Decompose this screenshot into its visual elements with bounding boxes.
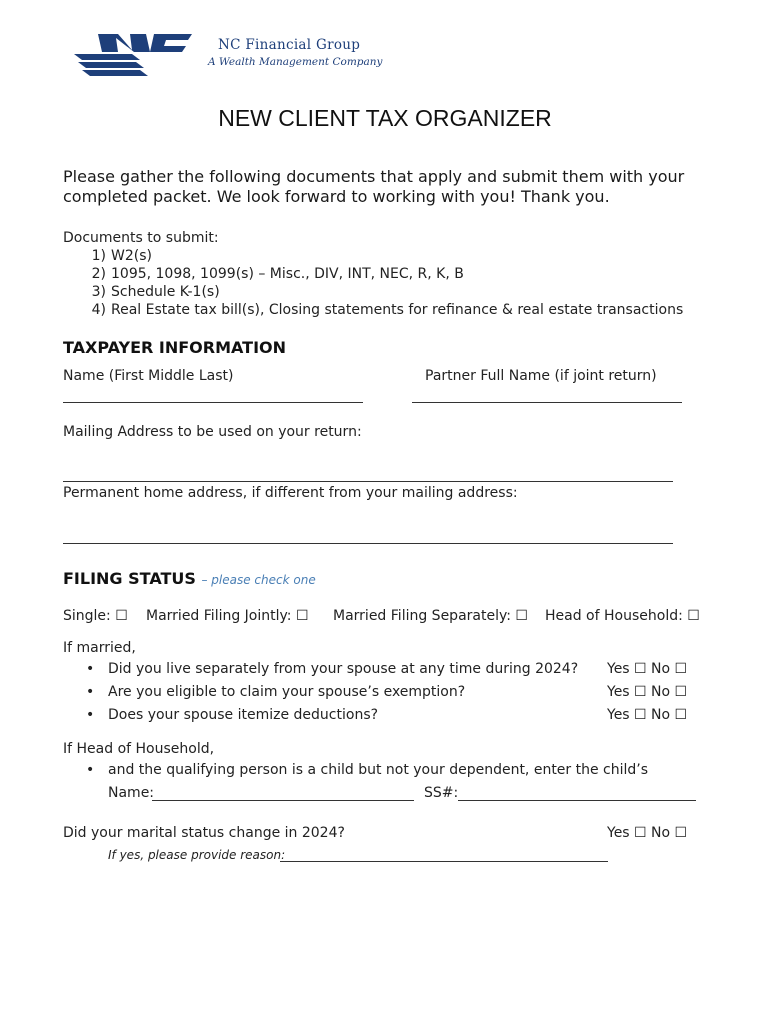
married-jointly-checkbox[interactable]: Married Filing Jointly: ☐ [146,608,309,624]
married-question-text: Does your spouse itemize deductions? [108,707,379,723]
filing-status-heading [63,569,316,588]
marital-change-question: Did your marital status change in 2024? [63,825,345,841]
permanent-address-field[interactable] [63,543,673,544]
company-tagline: A Wealth Management Company [208,56,383,68]
child-ss-field[interactable] [458,800,696,801]
bullet-icon: • [86,762,95,778]
documents-heading: Documents to submit: [63,230,219,246]
partner-name-field[interactable] [412,402,682,403]
document-item [86,266,464,282]
single-checkbox[interactable]: Single: ☐ [63,608,128,624]
document-item-text: W2(s) [111,248,152,264]
bullet-icon: • [86,707,95,723]
taxpayer-heading: TAXPAYER INFORMATION [63,338,287,357]
reason-field[interactable] [280,861,608,862]
hoh-question-text: and the qualifying person is a child but not your dependent, enter the child’s [108,762,649,778]
mailing-address-field[interactable] [63,481,673,482]
if-married-label: If married, [63,640,136,656]
intro-line-2: completed packet. We look forward to working with you! Thank you. [63,187,610,206]
intro-text [63,167,684,207]
married-question-text: Did you live separately from your spouse at any time during 2024? [108,661,579,677]
company-logo [74,32,196,80]
name-field[interactable] [63,402,363,403]
document-item-number: 3) [91,284,106,300]
head-of-household-checkbox[interactable]: Head of Household: ☐ [545,608,700,624]
partner-name-label: Partner Full Name (if joint return) [425,368,657,384]
name-label: Name (First Middle Last) [63,368,234,384]
married-question [86,661,578,677]
married-question-text: Are you eligible to claim your spouse’s exemption? [108,684,466,700]
document-item-text: 1095, 1098, 1099(s) – Misc., DIV, INT, NEC, R, K, B [111,266,464,282]
document-item-number: 1) [91,248,106,264]
child-name-field[interactable] [152,800,414,801]
intro-line-1: Please gather the following documents that apply and submit them with your [63,167,685,186]
bullet-icon: • [86,661,95,677]
if-hoh-label: If Head of Household, [63,741,215,757]
document-item-text: Real Estate tax bill(s), Closing statements for refinance & real estate transactions [111,302,684,318]
child-name-label: Name: [108,785,155,801]
married-separately-checkbox[interactable]: Married Filing Separately: ☐ [333,608,528,624]
document-item [86,284,220,300]
married-question [86,707,378,723]
document-item [86,302,683,318]
married-question [86,684,465,700]
page-title: NEW CLIENT TAX ORGANIZER [218,105,552,131]
document-item-number: 2) [91,266,106,282]
yes-no-checkbox[interactable]: Yes ☐ No ☐ [607,661,688,677]
yes-no-checkbox[interactable]: Yes ☐ No ☐ [607,707,688,723]
document-item-number: 4) [91,302,106,318]
filing-status-title: FILING STATUS [63,569,196,588]
child-ss-label: SS#: [424,785,459,801]
yes-no-checkbox[interactable]: Yes ☐ No ☐ [607,684,688,700]
permanent-address-label: Permanent home address, if different from your mailing address: [63,485,518,501]
yes-no-checkbox[interactable]: Yes ☐ No ☐ [607,825,688,841]
hoh-question [86,762,648,778]
filing-status-hint: – please check one [201,573,316,587]
bullet-icon: • [86,684,95,700]
document-item [86,248,152,264]
reason-label: If yes, please provide reason: [108,848,286,862]
mailing-address-label: Mailing Address to be used on your return: [63,424,362,440]
document-item-text: Schedule K-1(s) [111,284,220,300]
company-name: NC Financial Group [218,37,361,53]
